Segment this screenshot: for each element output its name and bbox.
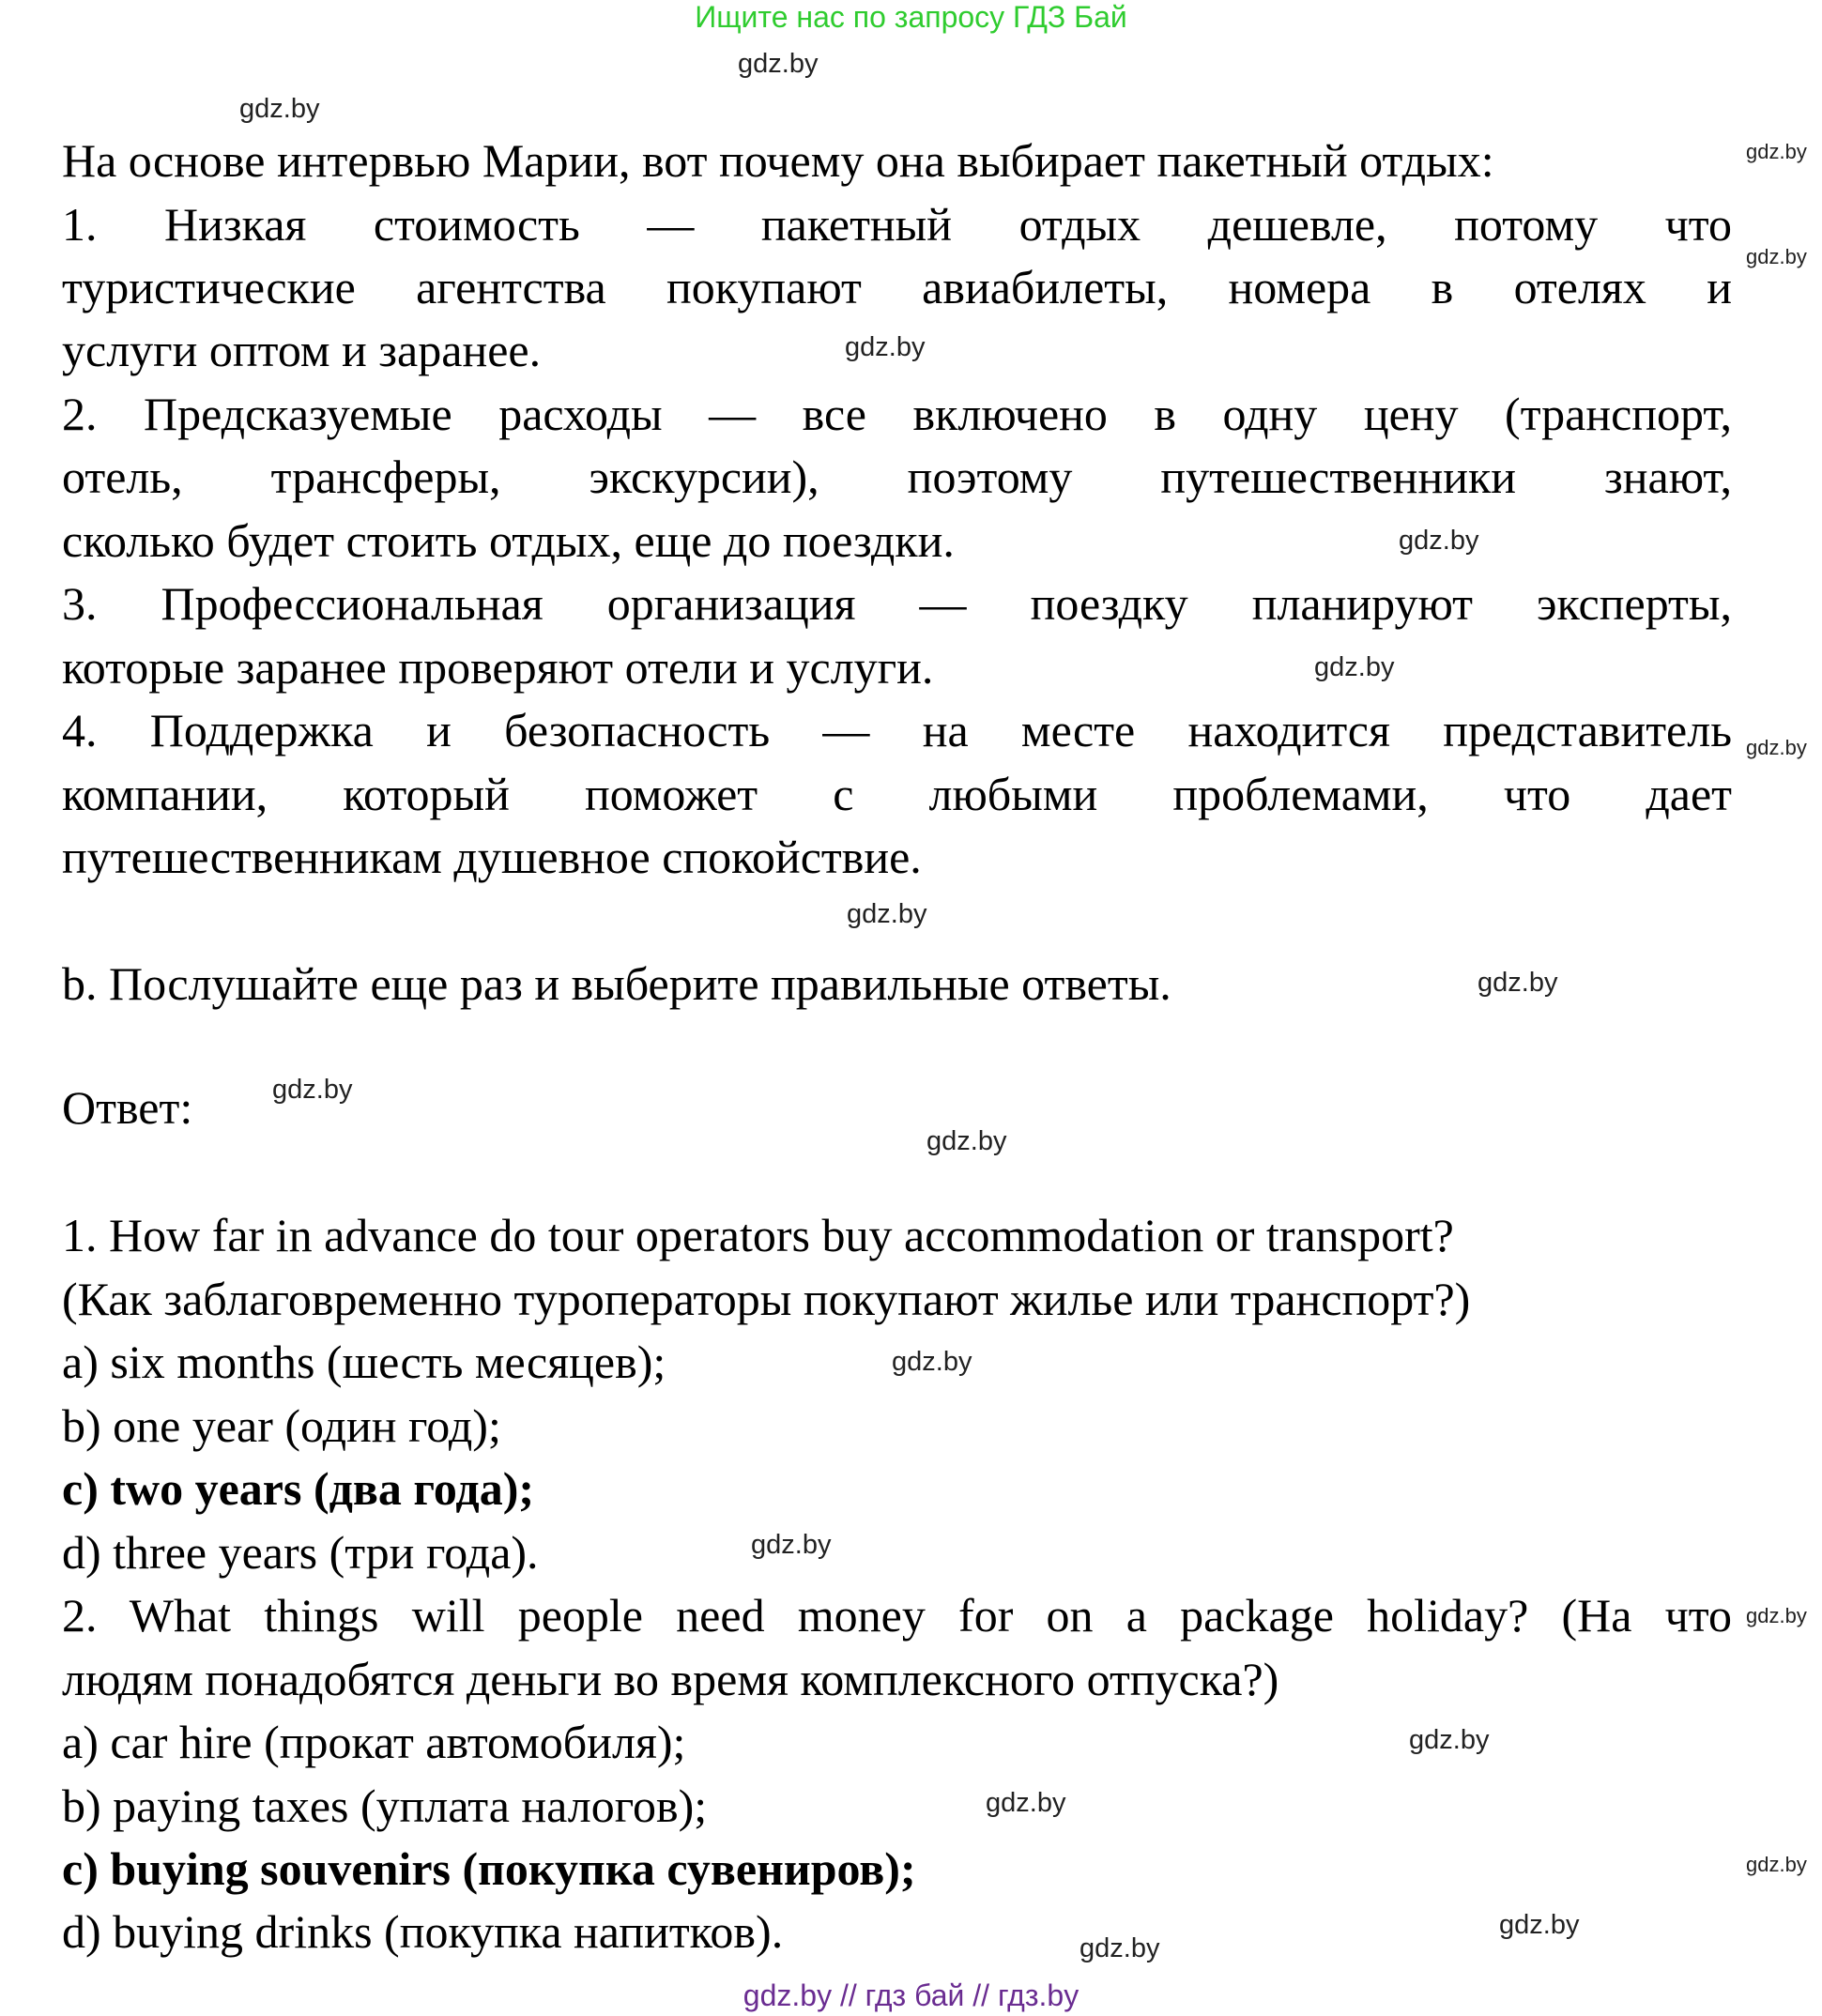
watermark: gdz.by [892,1347,972,1377]
point-4-line: компании, который поможет с любыми проблемами, что дает [62,768,1732,820]
watermark: gdz.by [986,1788,1066,1818]
question-1-translation: (Как заблаговременно туроператоры покупают жилье или транспорт?) [62,1273,1471,1325]
answer-label: Ответ: [62,1081,193,1134]
point-1-line: 1. Низкая стоимость — пакетный отдых дешевле, потому что [62,198,1732,251]
question-2-translation: людям понадобятся деньги во время комплексного отпуска?) [62,1653,1279,1705]
point-3-line: 3. Профессиональная организация — поездку планируют эксперты, [62,577,1732,630]
watermark: gdz.by [1478,968,1558,998]
point-2-line: сколько будет стоить отдых, еще до поездки. [62,514,955,567]
watermark: gdz.by [272,1075,353,1105]
watermark: gdz.by [847,899,927,929]
q2-option-c-correct: c) buying souvenirs (покупка сувениров); [62,1842,916,1895]
q1-option-b: b) one year (один год); [62,1399,501,1452]
search-banner: Ищите нас по запросу ГДЗ Бай [695,0,1127,34]
q1-option-d: d) three years (три года). [62,1526,539,1579]
q2-option-d: d) buying drinks (покупка напитков). [62,1905,784,1958]
watermark: gdz.by [1746,140,1807,163]
point-2-line: 2. Предсказуемые расходы — все включено в одну цену (транспорт, [62,388,1732,440]
watermark: gdz.by [1314,652,1395,682]
intro-line: На основе интервью Марии, вот почему она выбирает пакетный отдых: [62,134,1494,187]
watermark: gdz.by [1746,1604,1807,1627]
footer-banner: gdz.by // гдз бай // гдз.by [743,1978,1079,2012]
watermark: gdz.by [1499,1910,1580,1940]
watermark: gdz.by [1746,1853,1807,1876]
watermark: gdz.by [751,1530,832,1560]
point-1-line: туристические агентства покупают авиабилеты, номера в отелях и [62,261,1732,313]
watermark: gdz.by [1746,245,1807,268]
q2-option-b: b) paying taxes (уплата налогов); [62,1779,708,1832]
point-4-line: 4. Поддержка и безопасность — на месте находится представитель [62,704,1732,756]
point-1-line: услуги оптом и заранее. [62,324,542,376]
question-1: 1. How far in advance do tour operators buy accommodation or transport? [62,1209,1454,1261]
watermark: gdz.by [926,1126,1007,1156]
question-2: 2. What things will people need money for on a package holiday? (На что [62,1589,1732,1642]
q1-option-c-correct: c) two years (два года); [62,1462,535,1515]
watermark: gdz.by [738,49,819,79]
watermark: gdz.by [1399,526,1479,556]
point-3-line: которые заранее проверяют отели и услуги. [62,641,934,694]
point-2-line: отель, трансферы, экскурсии), поэтому путешественники знают, [62,451,1732,503]
watermark: gdz.by [1079,1933,1160,1963]
watermark: gdz.by [1746,736,1807,759]
watermark: gdz.by [239,94,320,124]
watermark: gdz.by [845,332,926,362]
task-b-heading: b. Послушайте еще раз и выберите правильные ответы. [62,957,1171,1010]
watermark: gdz.by [1409,1725,1490,1755]
q1-option-a: a) six months (шесть месяцев); [62,1336,666,1388]
q2-option-a: a) car hire (прокат автомобиля); [62,1716,686,1768]
point-4-line: путешественникам душевное спокойствие. [62,831,922,883]
